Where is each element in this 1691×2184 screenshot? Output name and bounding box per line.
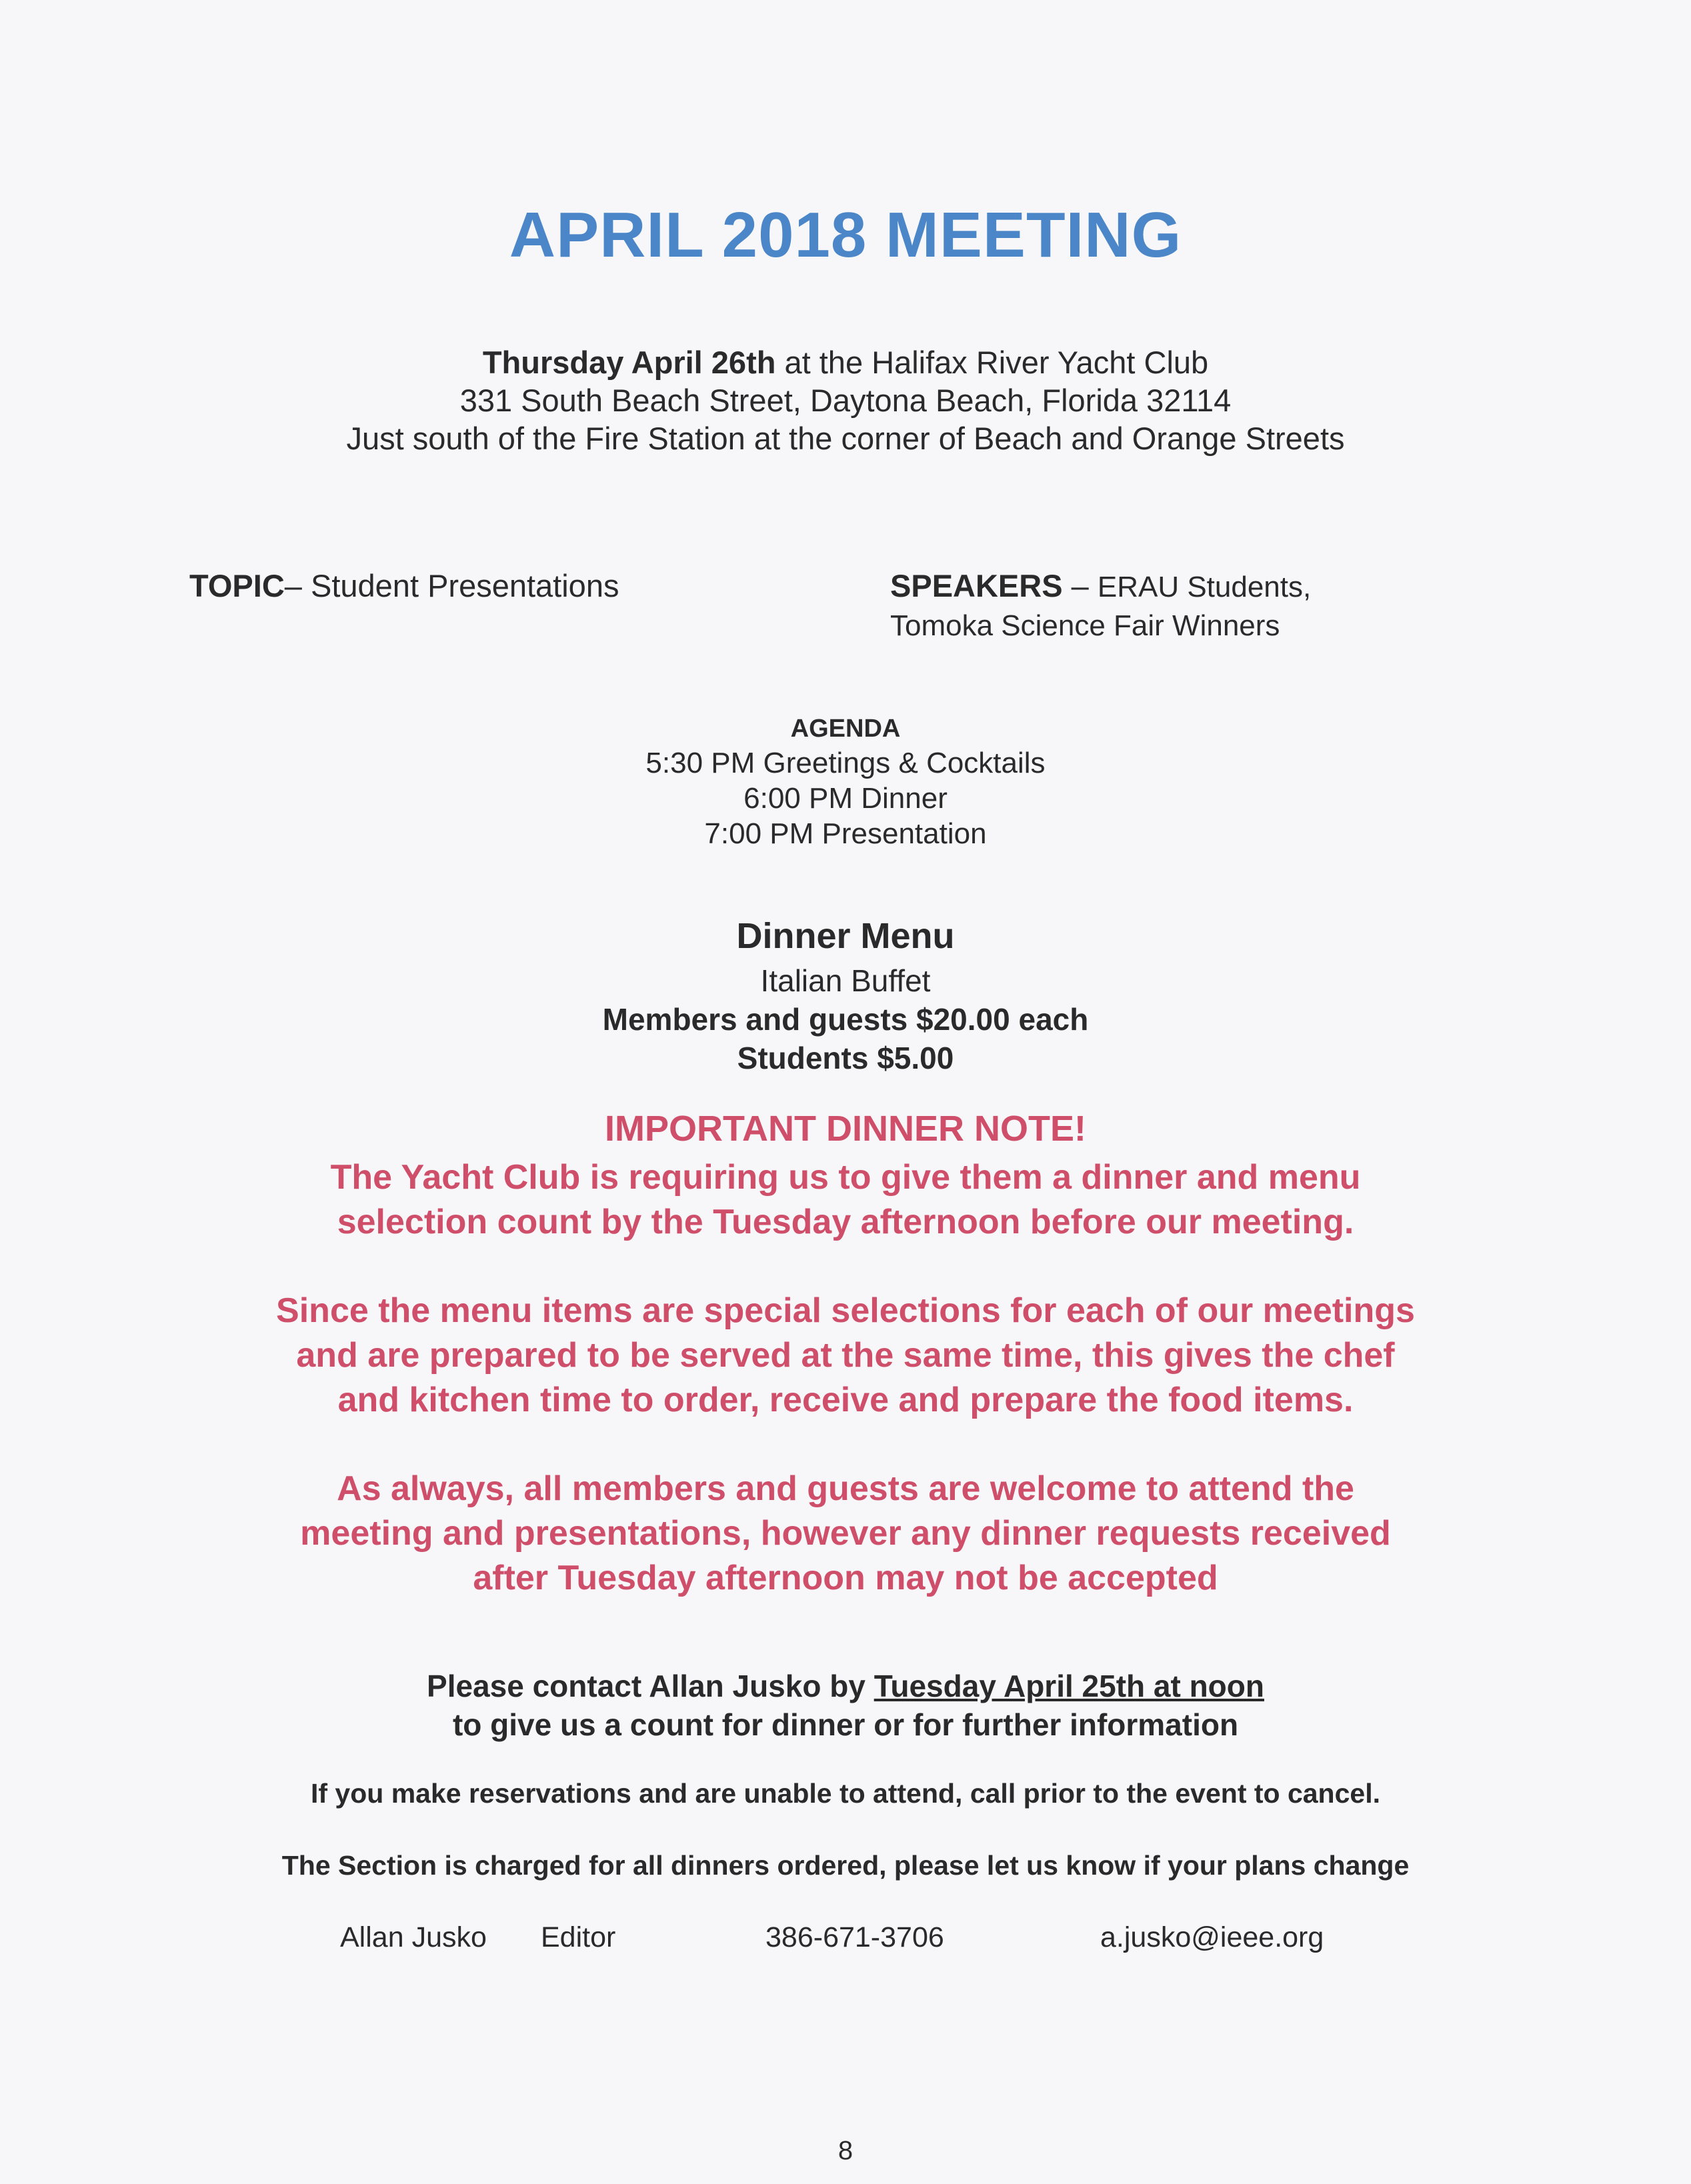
- contact-block: [0, 1667, 1691, 1744]
- contact-prefix: Please contact Allan Jusko by: [427, 1669, 874, 1703]
- meeting-location: at the Halifax River Yacht Club: [775, 345, 1209, 380]
- note-line: meeting and presentations, however any dinner requests received: [300, 1514, 1391, 1553]
- agenda-item: 7:00 PM Presentation: [704, 817, 987, 850]
- contact-line-1: [0, 1667, 1691, 1705]
- topic-value: Student Presentations: [310, 568, 619, 603]
- note-line: Since the menu items are special selections for each of our meetings: [276, 1291, 1415, 1330]
- agenda-item: 6:00 PM Dinner: [743, 782, 948, 815]
- note-line: and kitchen time to order, receive and prepare the food items.: [337, 1381, 1354, 1419]
- agenda-list: [0, 745, 1691, 851]
- speakers-block: [890, 567, 1311, 645]
- topic-separator: –: [284, 568, 311, 603]
- venue-address: 331 South Beach Street, Daytona Beach, Florida 32114: [459, 383, 1232, 418]
- important-note-paragraph-3: [0, 1467, 1691, 1601]
- speakers-line-1: [890, 567, 1311, 607]
- editor-phone: 386-671-3706: [765, 1921, 944, 1953]
- page-number: 8: [837, 2136, 854, 2165]
- note-line: As always, all members and guests are welcome to attend the: [337, 1469, 1354, 1508]
- price-members: Members and guests $20.00 each: [602, 1002, 1089, 1037]
- note-line: The Yacht Club is requiring us to give them a dinner and menu: [330, 1158, 1361, 1197]
- meeting-date-line: [0, 343, 1691, 381]
- speakers-separator: –: [1062, 568, 1098, 603]
- speakers-value-2: Tomoka Science Fair Winners: [890, 609, 1280, 642]
- note-line: selection count by the Tuesday afternoon before our meeting.: [337, 1203, 1354, 1241]
- editor-name: Allan Jusko: [340, 1921, 487, 1953]
- important-note-paragraph-2: [0, 1289, 1691, 1423]
- speakers-value-1: ERAU Students,: [1097, 571, 1312, 603]
- price-students: Students $5.00: [737, 1041, 954, 1075]
- contact-line-2: to give us a count for dinner or for further information: [452, 1707, 1239, 1742]
- cancel-notice: If you make reservations and are unable to attend, call prior to the event to cancel.: [310, 1778, 1380, 1809]
- speakers-label: SPEAKERS: [890, 568, 1063, 603]
- dinner-menu-type: Italian Buffet: [760, 963, 931, 998]
- note-line: and are prepared to be served at the same time, this gives the chef: [296, 1336, 1395, 1375]
- charged-notice: The Section is charged for all dinners ordered, please let us know if your plans change: [281, 1850, 1410, 1881]
- agenda-heading: AGENDA: [790, 715, 901, 743]
- topic-block: [189, 567, 619, 605]
- venue-block: [0, 343, 1691, 457]
- editor-email: a.jusko@ieee.org: [1100, 1921, 1324, 1953]
- note-line: after Tuesday afternoon may not be accepted: [473, 1559, 1218, 1597]
- important-note-heading: [0, 1107, 1691, 1151]
- topic-label: TOPIC: [189, 568, 285, 603]
- meeting-date: Thursday April 26th: [482, 345, 776, 380]
- agenda-item: 5:30 PM Greetings & Cocktails: [645, 747, 1046, 779]
- important-note-paragraph-1: [0, 1155, 1691, 1245]
- editor-role: Editor: [541, 1921, 616, 1953]
- contact-deadline: Tuesday April 25th at noon: [874, 1669, 1264, 1703]
- important-note-heading-text: IMPORTANT DINNER NOTE!: [605, 1109, 1086, 1149]
- page-title: APRIL 2018 MEETING: [509, 199, 1182, 271]
- venue-directions: Just south of the Fire Station at the corner of Beach and Orange Streets: [346, 421, 1345, 456]
- dinner-menu-heading: Dinner Menu: [736, 916, 955, 956]
